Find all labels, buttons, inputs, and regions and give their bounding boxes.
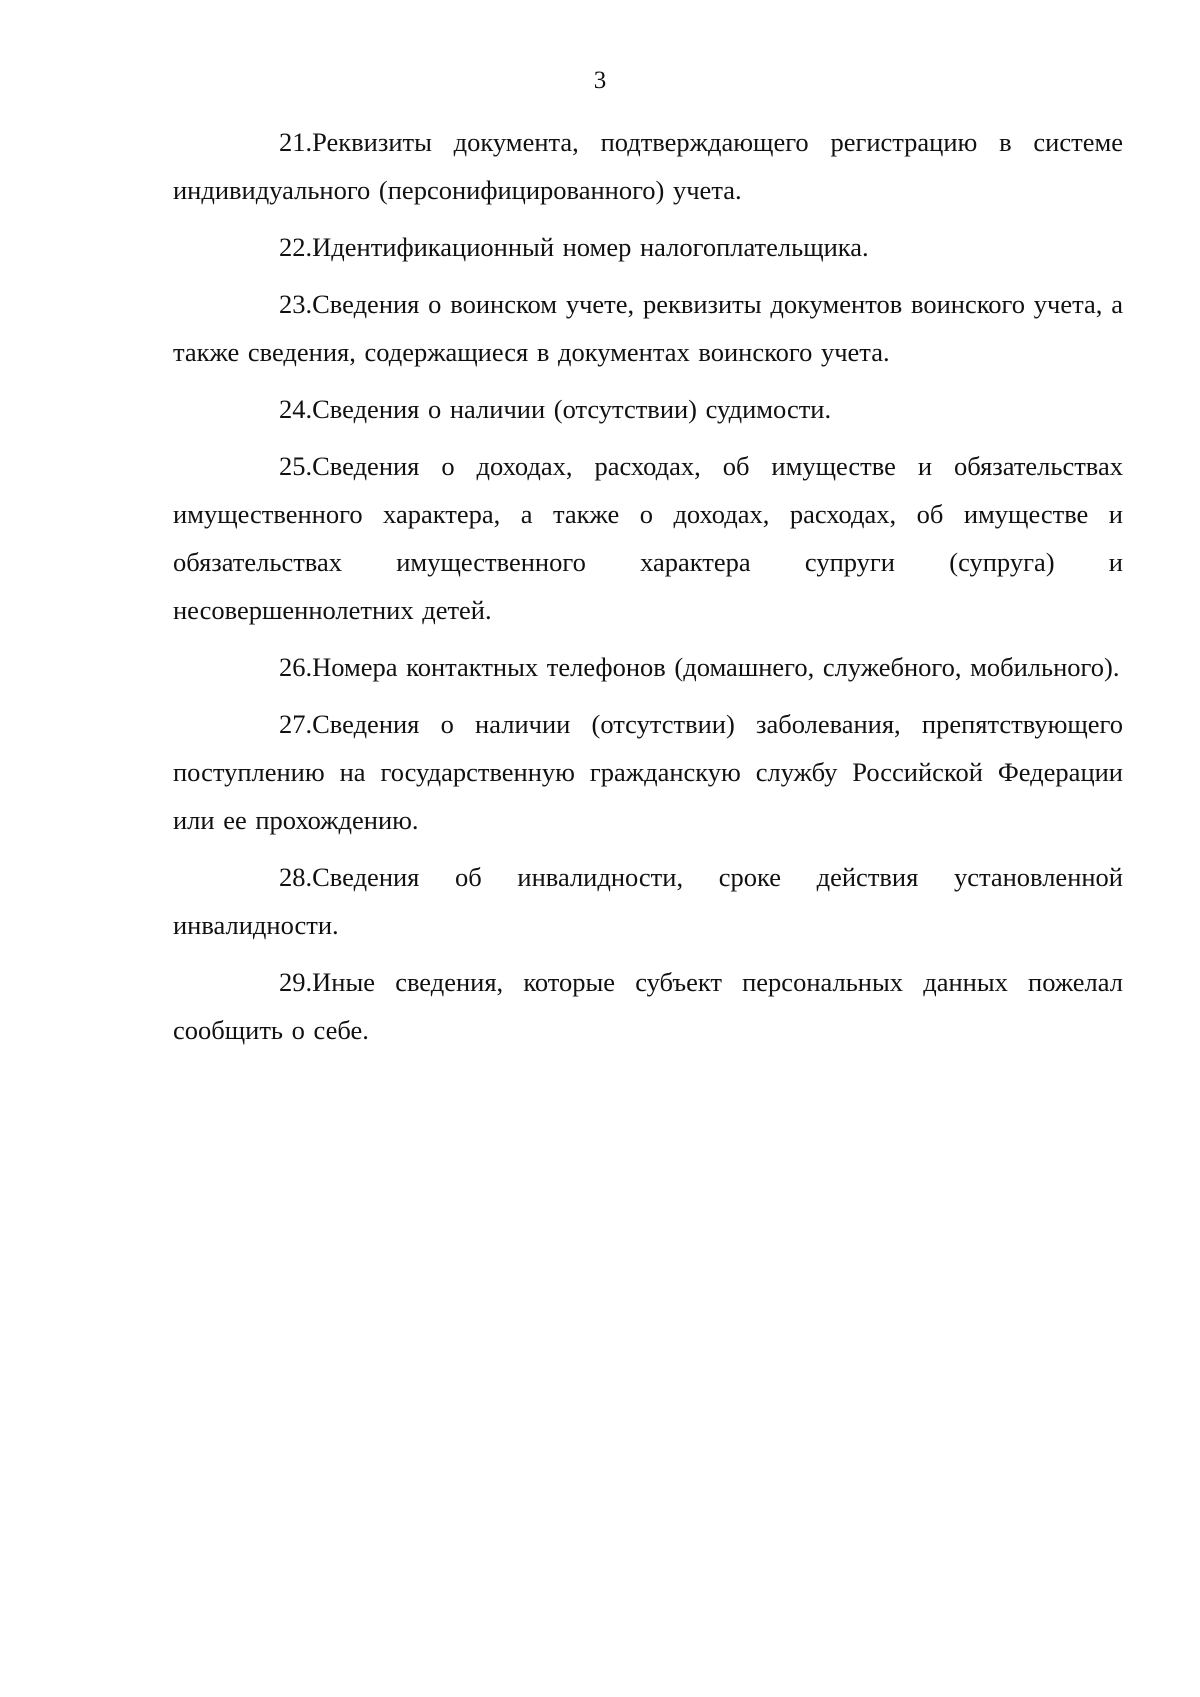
item-number: 25. bbox=[279, 451, 313, 481]
item-text: Иные сведения, которые субъект персональных данных пожелал сообщить о себе. bbox=[173, 967, 1123, 1045]
item-number: 22. bbox=[279, 232, 313, 262]
list-item-22 bbox=[173, 223, 1123, 271]
item-text: Сведения о наличии (отсутствии) судимости. bbox=[312, 394, 832, 424]
page-number: 3 bbox=[593, 67, 607, 94]
item-number: 28. bbox=[279, 862, 313, 892]
item-text: Номера контактных телефонов (домашнего, служебного, мобильного). bbox=[312, 652, 1120, 682]
list-item-29 bbox=[173, 958, 1123, 1054]
list-item-23 bbox=[173, 280, 1123, 376]
item-number: 26. bbox=[279, 652, 313, 682]
list-item-21 bbox=[173, 118, 1123, 214]
item-number: 24. bbox=[279, 394, 313, 424]
document-body bbox=[173, 118, 1123, 1063]
item-text: Идентификационный номер налогоплательщика. bbox=[312, 232, 869, 262]
list-item-25 bbox=[173, 442, 1123, 634]
list-item-26 bbox=[173, 643, 1123, 691]
item-text: Сведения о наличии (отсутствии) заболевания, препятствующего поступлению на государственную гражданскую службу Российской Федерации или ее прохождению. bbox=[173, 709, 1123, 835]
item-number: 29. bbox=[279, 967, 313, 997]
list-item-28 bbox=[173, 853, 1123, 949]
item-text: Реквизиты документа, подтверждающего регистрацию в системе индивидуального (персонифицированного) учета. bbox=[173, 127, 1123, 205]
item-text: Сведения о доходах, расходах, об имуществе и обязательствах имущественного характера, а также о доходах, расходах, об имуществе и обязательствах имущественного характера супруги (супруга) и несовершеннолетних детей. bbox=[173, 451, 1123, 625]
list-item-24 bbox=[173, 385, 1123, 433]
item-text: Сведения о воинском учете, реквизиты документов воинского учета, а также сведения, содержащиеся в документах воинского учета. bbox=[173, 289, 1123, 367]
item-text: Сведения об инвалидности, сроке действия установленной инвалидности. bbox=[173, 862, 1123, 940]
item-number: 23. bbox=[279, 289, 313, 319]
item-number: 21. bbox=[279, 127, 313, 157]
item-number: 27. bbox=[279, 709, 313, 739]
list-item-27 bbox=[173, 700, 1123, 844]
